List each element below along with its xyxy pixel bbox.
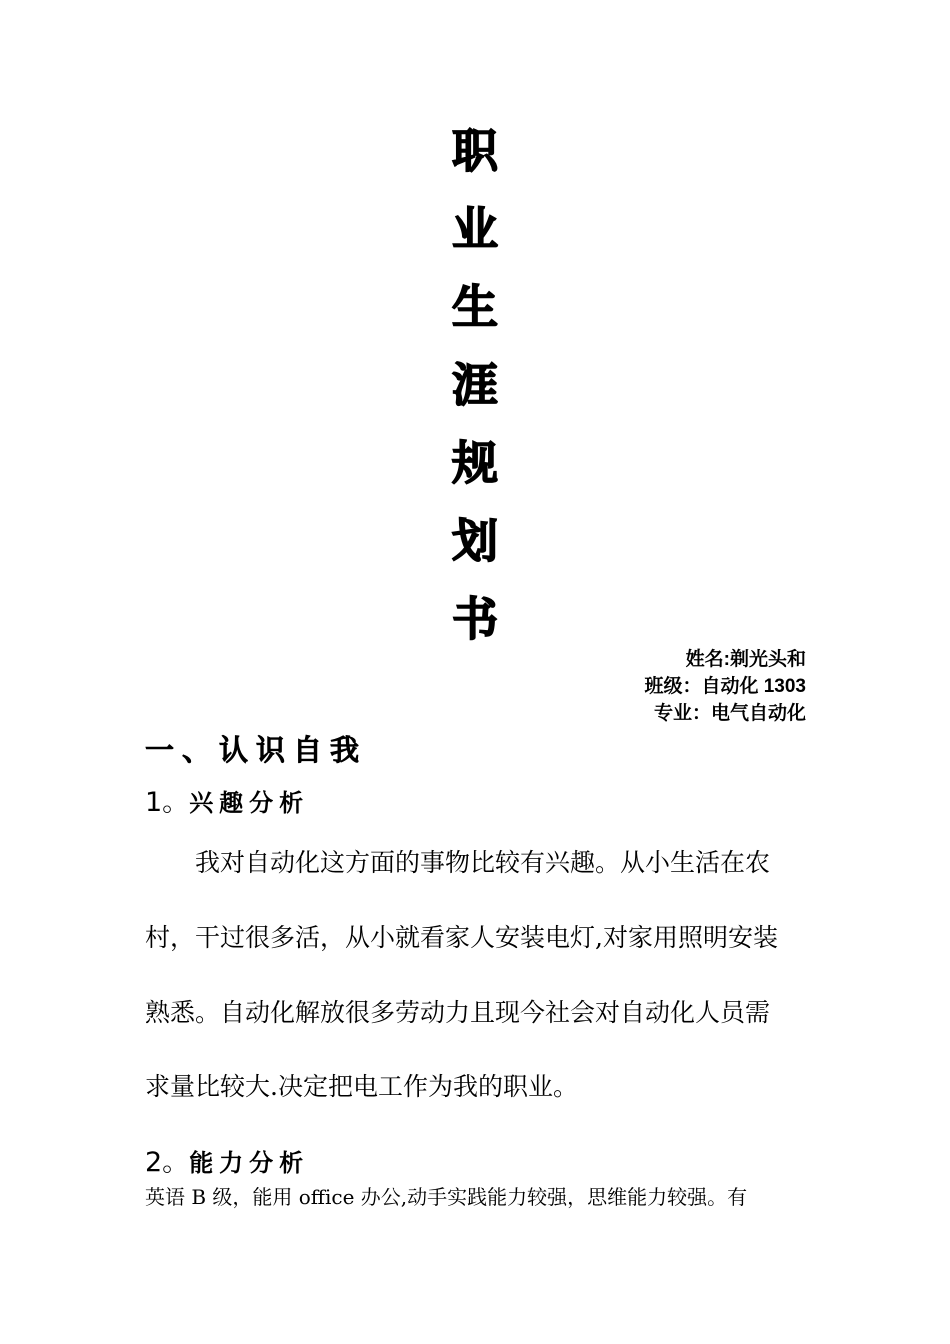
- title-char: 涯: [452, 358, 498, 412]
- section-heading: 一、认识自我: [145, 733, 368, 767]
- author-class: 班级：自动化 1303: [644, 676, 806, 697]
- subsection-heading-ability: [145, 1140, 309, 1179]
- title-char: 划: [452, 514, 498, 568]
- title-char: 职: [452, 124, 498, 178]
- subsection-number: 1。: [145, 787, 190, 818]
- author-info: [644, 646, 806, 727]
- title-char: 规: [452, 436, 498, 490]
- title-char: 生: [452, 280, 498, 334]
- paragraph-line: 我对自动化这方面的事物比较有兴趣。从小生活在农: [195, 848, 771, 877]
- author-name: 姓名:剃光头和: [685, 649, 806, 670]
- subsection-heading-interest: [145, 780, 309, 819]
- title-char: 书: [452, 592, 498, 646]
- subsection-number: 2。: [145, 1147, 190, 1178]
- title-char: 业: [452, 202, 498, 256]
- paragraph-line: 求量比较大.决定把电工作为我的职业。: [145, 1072, 578, 1101]
- subsection-title: 兴趣分析: [189, 789, 310, 817]
- paragraph-line: 村，干过很多活，从小就看家人安装电灯,对家用照明安装: [145, 923, 778, 952]
- document-title: [440, 124, 510, 674]
- subsection-title: 能力分析: [189, 1149, 310, 1177]
- author-major: 专业：电气自动化: [653, 703, 806, 724]
- paragraph-line: 英语 B 级，能用 office 办公,动手实践能力较强，思维能力较强。有: [145, 1185, 748, 1209]
- paragraph-line: 熟悉。自动化解放很多劳动力且现今社会对自动化人员需: [145, 998, 771, 1027]
